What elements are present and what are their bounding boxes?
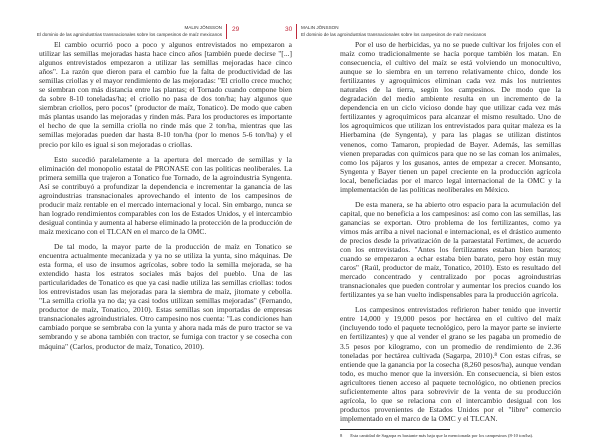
right-header-title: El dominio de las agroindustrias transnacionales sobre los campesinos de maíz mexicanos: [301, 32, 487, 37]
left-page-body: [39, 40, 292, 357]
right-header-author: MALIN JÖNSSON: [301, 25, 339, 30]
right-running-header: [301, 24, 486, 38]
footnote-marker: 8: [340, 432, 343, 438]
footnote-text: Esta cantidad de Sagarpa es bastante más baja que la mencionada por los campesinos (8-10 ton/ha).: [350, 432, 534, 438]
right-header-divider: [296, 24, 297, 39]
left-header-title: El dominio de las agroindustrias transnacionales sobre los campesinos de maíz mexicanos: [36, 32, 222, 37]
paragraph: El cambio ocurrió poco a poco y algunos entrevistados no empezaron a utilizar las semillas mejoradas hasta hace cinco años [también puede decirse "[...] algunos entrevistados empezaron a utilizar las semillas mejoradas hace cinco años". La razón que dieron para el cambio fue la falta de productividad de las semillas criollas y el mayor rendimiento de las mejoradas: "El criollo crece mucho; se siembran con más distancia entre las plantas; el Tornado cuando compone bien da sobre 8-10 toneladas/ha; el criollo no pasa de dos ton/ha; hay algunos que siembran criollos, pero pocos" (productor de maíz, Tonatico). De modo que caben más plantas usando las mejoradas y rinden más. Para los productores es importante el hecho de que la semilla criolla no rinde más que 2 ton/ha, mientras que las semillas mejoradas pueden dar hasta 8-10 ton/ha (por lo menos 5-6 ton/ha) y el precio por kilo es igual si son mejoradas o criollas.: [39, 40, 292, 149]
left-header-author: MALIN JÖNSSON: [184, 25, 222, 30]
left-running-header: [37, 24, 222, 38]
paragraph: De tal modo, la mayor parte de la producción de maíz en Tonatico se encuentra actualmente mecanizada y ya no se utiliza la yunta, sino máquinas. De esta forma, el uso de insumos agrícolas, sobre todo la semilla mejorada, se ha extendido hasta los estratos sociales más bajos del pueblo. Una de las particularidades de Tonatico es que ya casi nadie utiliza las semillas criollas: todos los entrevistados usan las mejoradas para la siembra de maíz, jitomate y cebolla. "La semilla criolla ya no da; ya casi todos utilizan semillas mejoradas" (Fernando, productor de maíz, Tonatico, 2010). Estas semillas son importadas de empresas transnacionales agroindustriales. Otro campesino nos cuenta: "Las condiciones han cambiado porque se sembraba con la yunta y ahora nada más de puro tractor se va sembrando y se abona también con tractor, se fumiga con tractor y se cosecha con máquina" (Carlos, productor de maíz, Tonatico, 2010).: [39, 241, 292, 351]
paragraph: Los campesinos entrevistados refirieron haber tenido que invertir entre 14,000 y 19,000 pesos por hectárea en el cultivo del maíz (incluyendo todo el paquete tecnológico, pero la mayor parte se invierte en fertilizantes) y que al vender el grano se les pagaba un promedio de 3.5 pesos por kilogramo, con un promedio de rendimiento de 2.36 toneladas por hectárea cultivada (Sagarpa, 2010).⁸ Con estas cifras, se entiende que la ganancia por la cosecha (8,260 pesos/ha), aunque vendan todo, es mucho menor que la inversión. En consecuencia, si bien estos agricultores tienen acceso al paquete tecnológico, no obtienen precios suficientemente altos para sobrevivir de la venta de su producción agrícola, lo que se relaciona con el intercambio desigual con los productos provenientes de Estados Unidos por el "libre" comercio implementado en el marco de la OMC y el TLCAN.: [340, 305, 561, 423]
right-page-body: [340, 40, 561, 439]
left-page-number: 29: [232, 26, 240, 33]
paragraph: Por el uso de herbicidas, ya no se puede cultivar los frijoles con el maíz como tradicionalmente se hacía porque también los matan. En consecuencia, el cultivo del maíz se está volviendo un monocultivo, aunque se lo siembra en un terreno relativamente chico, donde los fertilizantes y agroquímicos eliminan cada vez más los nutrientes naturales de la tierra, según los campesinos. De modo que la degradación del medio ambiente resulta en un incremento de la dependencia en un ciclo vicioso donde hay que utilizar cada vez más fertilizantes y agroquímicos para alcanzar el mismo resultado. Uno de los agroquímicos que utilizan los entrevistados para quitar maleza es la Hierbamina (de Syngenta), y para las plagas se utilizan distintos venenos, como Tamaron, propiedad de Bayer. Además, las semillas vienen preparadas con químicos para que no se las coman los animales, como los pájaros y los gusanos, antes de empezar a crecer. Monsanto, Syngenta y Bayer tienen un papel creciente en la producción agrícola local, beneficiadas por el marco legal internacional de la OMC y la implementación de las políticas neoliberales en México.: [340, 40, 561, 194]
footnote-rule: [340, 429, 450, 430]
footnote: [340, 433, 561, 439]
paragraph: Esto sucedió paralelamente a la apertura del mercado de semillas y la eliminación del monopolio estatal de PRONASE con las políticas neoliberales. La primera semilla que trajeron a Tonatico fue Tornado, de la agroindustria Syngenta. Así se contribuyó a profundizar la dependencia e incrementar la ganancia de las agroindustrias transnacionales aprovechando el intento de los campesinos de producir maíz rentable en el mercado internacional y local. Sin embargo, nunca se han logrado rendimientos comparables con los de Estados Unidos, y el intercambio desigual continúa y aumenta al haberse eliminado la protección de la producción de maíz mexicano con el TLCAN en el marco de la OMC.: [39, 154, 292, 236]
left-header-divider: [226, 24, 227, 39]
paragraph: De esta manera, se ha abierto otro espacio para la acumulación del capital, que no beneficia a los campesinos: así como con las semillas, las ganancias se exportan. Otro problema de los fertilizantes, como ya vimos más arriba a nivel nacional e internacional, es el drástico aumento de precios desde la privatización de la paraestatal Fertimex, de acuerdo con los entrevistados. "Antes los fertilizantes estaban bien baratos; cuando se empezaron a echar estaba bien barato, pero hoy están muy caros" (Raúl, productor de maíz, Tonatico, 2010). Esto es resultado del mercado concentrado y centralizado por pocas agroindustrias transnacionales que pueden controlar y aumentar los precios cuando los fertilizantes ya se han vuelto indispensables para la producción agrícola.: [340, 199, 561, 300]
right-page-number: 30: [285, 26, 293, 33]
